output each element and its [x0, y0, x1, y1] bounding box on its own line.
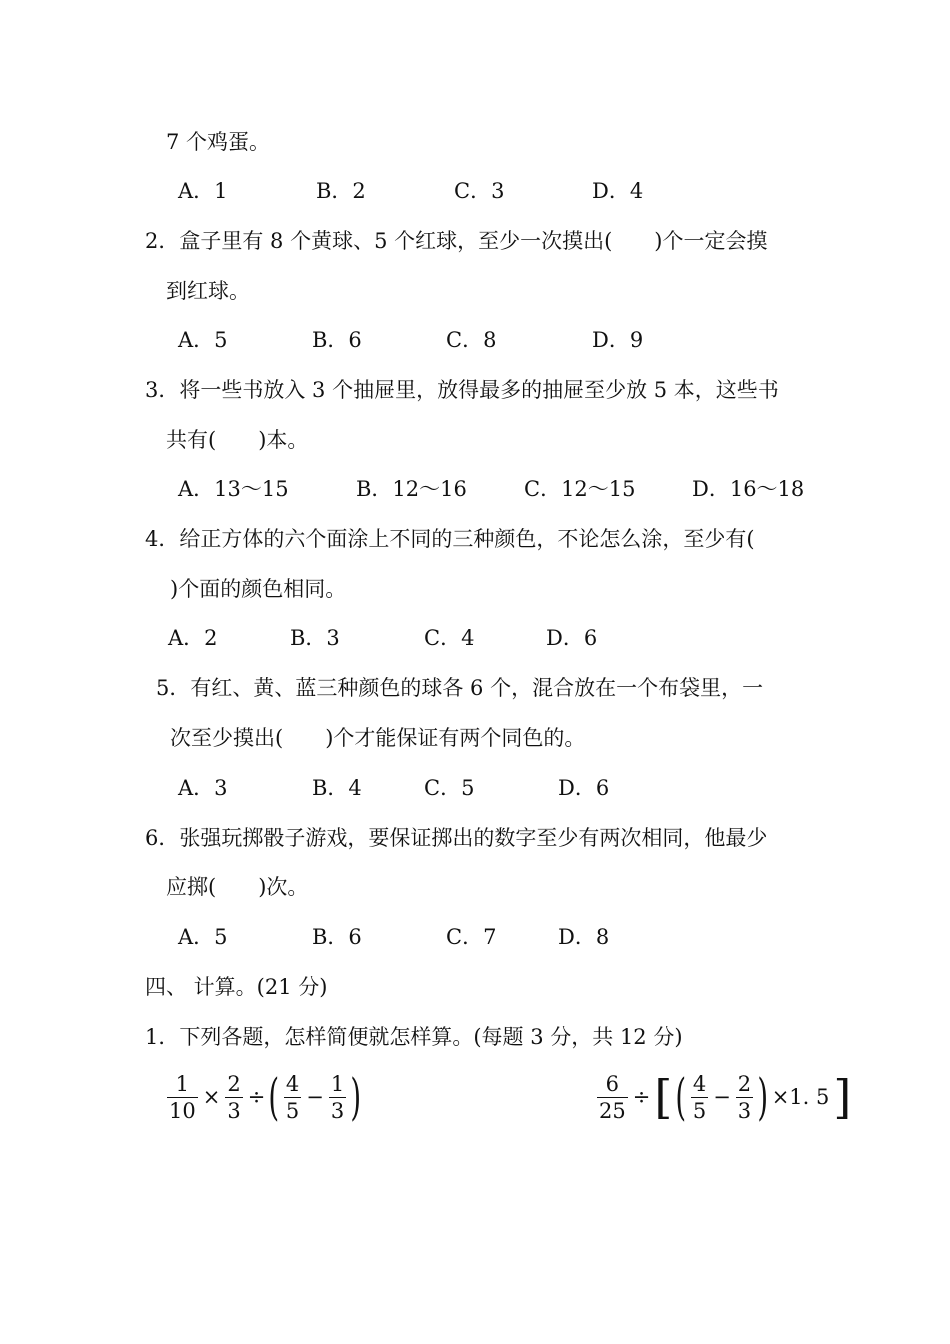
fraction-6-25: $\frac{6}{25}$	[599, 1071, 626, 1123]
q4-text-line1: 4．给正方体的六个面涂上不同的三种颜色，不论怎么涂，至少有(	[145, 527, 755, 551]
q3-option-b: B．12～16	[356, 477, 467, 501]
q4-option-c: C．4	[424, 626, 475, 650]
q5-option-b: B．4	[312, 776, 362, 800]
right-bracket: ]	[833, 1070, 852, 1124]
q5-option-d: D．6	[558, 776, 610, 800]
q1-option-b: B．2	[316, 179, 366, 203]
q6-text-line1: 6．张强玩掷骰子游戏，要保证掷出的数字至少有两次相同，他最少	[145, 826, 768, 850]
fraction-1-10: $\frac{1}{10}$	[169, 1071, 196, 1123]
q5-option-c: C．5	[424, 776, 475, 800]
fraction-2-3: $\frac{2}{3}$	[737, 1071, 752, 1123]
fraction-4-5: $\frac{4}{5}$	[285, 1071, 300, 1123]
q3-option-a: A．13～15	[178, 477, 289, 501]
q3-text-line1: 3．将一些书放入 3 个抽屉里，放得最多的抽屉至少放 5 本，这些书	[145, 378, 779, 402]
q6-option-c: C．7	[446, 925, 497, 949]
math-expression-2	[594, 1062, 853, 1132]
q4-option-b: B．3	[290, 626, 340, 650]
math-expression-1	[164, 1062, 363, 1132]
q6-option-d: D．8	[558, 925, 610, 949]
q4-option-d: D．6	[546, 626, 598, 650]
q3-option-c: C．12～15	[524, 477, 636, 501]
q2-option-c: C．8	[446, 328, 497, 352]
q1-option-c: C．3	[454, 179, 505, 203]
q6-option-b: B．6	[312, 925, 362, 949]
times-one-point-five: ×1. 5	[771, 1085, 830, 1109]
q2-text-line1: 2．盒子里有 8 个黄球、5 个红球，至少一次摸出( )个一定会摸	[145, 229, 768, 253]
times-sign: ×	[202, 1085, 221, 1109]
left-bracket: [	[654, 1070, 673, 1124]
fraction-1-3: $\frac{1}{3}$	[330, 1071, 345, 1123]
section4-heading: 四、 计算。(21 分)	[145, 975, 328, 999]
q6-text-line2: 应掷( )次。	[166, 875, 309, 899]
q3-option-d: D．16～18	[692, 477, 805, 501]
q2-option-a: A．5	[178, 328, 228, 352]
divide-sign: ÷	[247, 1085, 266, 1109]
q1-option-d: D．4	[592, 179, 644, 203]
q2-text-line2: 到红球。	[166, 279, 250, 303]
q3-text-line2: 共有( )本。	[166, 428, 309, 452]
q1-continuation: 7 个鸡蛋。	[166, 130, 271, 154]
minus-sign: −	[713, 1085, 731, 1109]
minus-sign: −	[306, 1085, 324, 1109]
right-paren: )	[757, 1068, 769, 1126]
q2-option-d: D．9	[592, 328, 644, 352]
q2-option-b: B．6	[312, 328, 362, 352]
q4-text-line2: )个面的颜色相同。	[170, 577, 347, 601]
left-paren: (	[675, 1068, 687, 1126]
section4-subquestion1: 1．下列各题，怎样简便就怎样算。(每题 3 分，共 12 分)	[145, 1025, 683, 1049]
q5-text-line2: 次至少摸出( )个才能保证有两个同色的。	[170, 726, 586, 750]
fraction-2-3: $\frac{2}{3}$	[227, 1071, 241, 1123]
fraction-4-5: $\frac{4}{5}$	[692, 1071, 707, 1123]
q6-option-a: A．5	[178, 925, 228, 949]
q4-option-a: A．2	[168, 626, 218, 650]
q1-option-a: A．1	[178, 179, 228, 203]
right-paren: )	[350, 1068, 362, 1126]
left-paren: (	[268, 1068, 280, 1126]
q5-text-line1: 5．有红、黄、蓝三种颜色的球各 6 个，混合放在一个布袋里，一	[156, 676, 764, 700]
q5-option-a: A．3	[178, 776, 228, 800]
divide-sign: ÷	[632, 1085, 651, 1109]
